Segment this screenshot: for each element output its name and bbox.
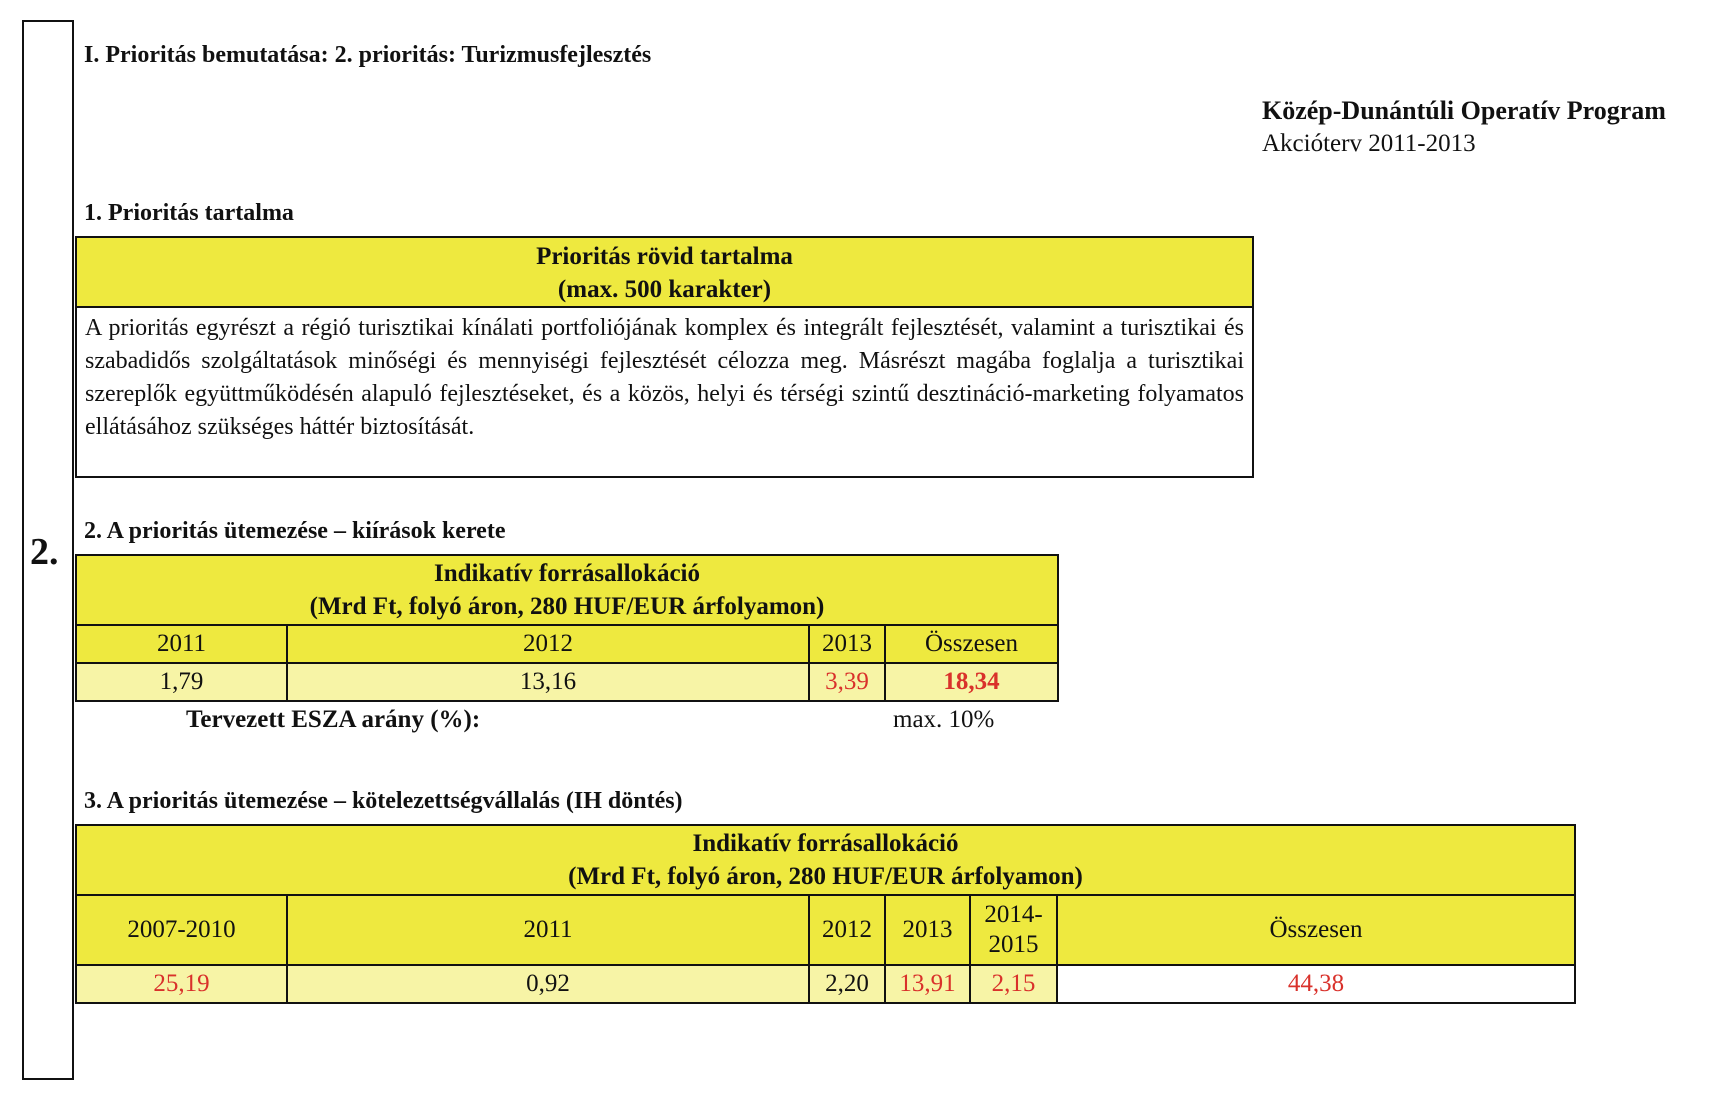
table3-subtitle: (Mrd Ft, folyó áron, 280 HUF/EUR árfolyamon)	[568, 863, 1083, 890]
table2-value-row	[76, 663, 1058, 701]
program-subtitle: Akcióterv 2011-2013	[1262, 130, 1476, 157]
table3-col-header: 2014-2015	[970, 895, 1057, 965]
table2-title-cell	[76, 555, 1058, 625]
table3-col-header: 2012	[809, 895, 885, 965]
table3-header-row	[76, 895, 1575, 965]
table3-col-header: 2011	[287, 895, 809, 965]
allocation-table-commitments	[75, 824, 1576, 1004]
section2-heading: 2. A prioritás ütemezése – kiírások kerete	[84, 518, 506, 544]
content-box-subtitle: (max. 500 karakter)	[557, 276, 772, 303]
table2-value-cell: 1,79	[76, 663, 287, 701]
content-box-title: Prioritás rövid tartalma	[536, 243, 793, 270]
table3-title: Indikatív forrásallokáció	[692, 830, 959, 857]
table3-total-cell: 44,38	[1057, 965, 1575, 1003]
priority-description: A prioritás egyrészt a régió turisztikai kínálati portfoliójának komplex és integrált fejlesztését, valamint a turisztikai és szabadidős szolgáltatások minőségi és mennyiségi fejlesztését célozza meg. Másrészt magába foglalja a turisztikai szereplők együttműködésén alapuló fejlesztéseket, és a közös, helyi és térségi szintű desztináció-marketing folyamatos ellátásához szükséges háttér biztosítását.	[85, 315, 1244, 440]
table3-title-cell	[76, 825, 1575, 895]
table2-col-header: Összesen	[885, 625, 1058, 663]
table2-col-header: 2013	[809, 625, 885, 663]
table3-value-cell: 25,19	[76, 965, 287, 1003]
table2-title: Indikatív forrásallokáció	[434, 560, 700, 587]
table3-value-cell: 13,91	[885, 965, 970, 1003]
table2-total-cell: 18,34	[885, 663, 1058, 701]
section1-heading: 1. Prioritás tartalma	[84, 200, 294, 226]
table3-value-row	[76, 965, 1575, 1003]
table3-value-cell: 2,15	[970, 965, 1057, 1003]
side-number: 2.	[30, 531, 59, 573]
table2-col-header: 2012	[287, 625, 809, 663]
program-title: Közép-Dunántúli Operatív Program	[1262, 96, 1666, 125]
content-box-header	[77, 238, 1252, 308]
table2-value-cell: 3,39	[809, 663, 885, 701]
table2-value-cell: 13,16	[287, 663, 809, 701]
esza-value: max. 10%	[893, 706, 995, 733]
table3-col-header: Összesen	[1057, 895, 1575, 965]
table2-header-row	[76, 625, 1058, 663]
section3-heading: 3. A prioritás ütemezése – kötelezettségvállalás (IH döntés)	[84, 788, 683, 814]
table2-col-header: 2011	[76, 625, 287, 663]
table3-col-header: 2007-2010	[76, 895, 287, 965]
table2-subtitle: (Mrd Ft, folyó áron, 280 HUF/EUR árfolyamon)	[309, 593, 825, 620]
table3-value-cell: 0,92	[287, 965, 809, 1003]
table3-col-header: 2013	[885, 895, 970, 965]
table3-value-cell: 2,20	[809, 965, 885, 1003]
priority-content-box	[75, 236, 1254, 478]
allocation-table-calls	[75, 554, 1059, 702]
main-heading: I. Prioritás bemutatása: 2. prioritás: Turizmusfejlesztés	[84, 42, 652, 68]
esza-label: Tervezett ESZA arány (%):	[186, 706, 481, 733]
